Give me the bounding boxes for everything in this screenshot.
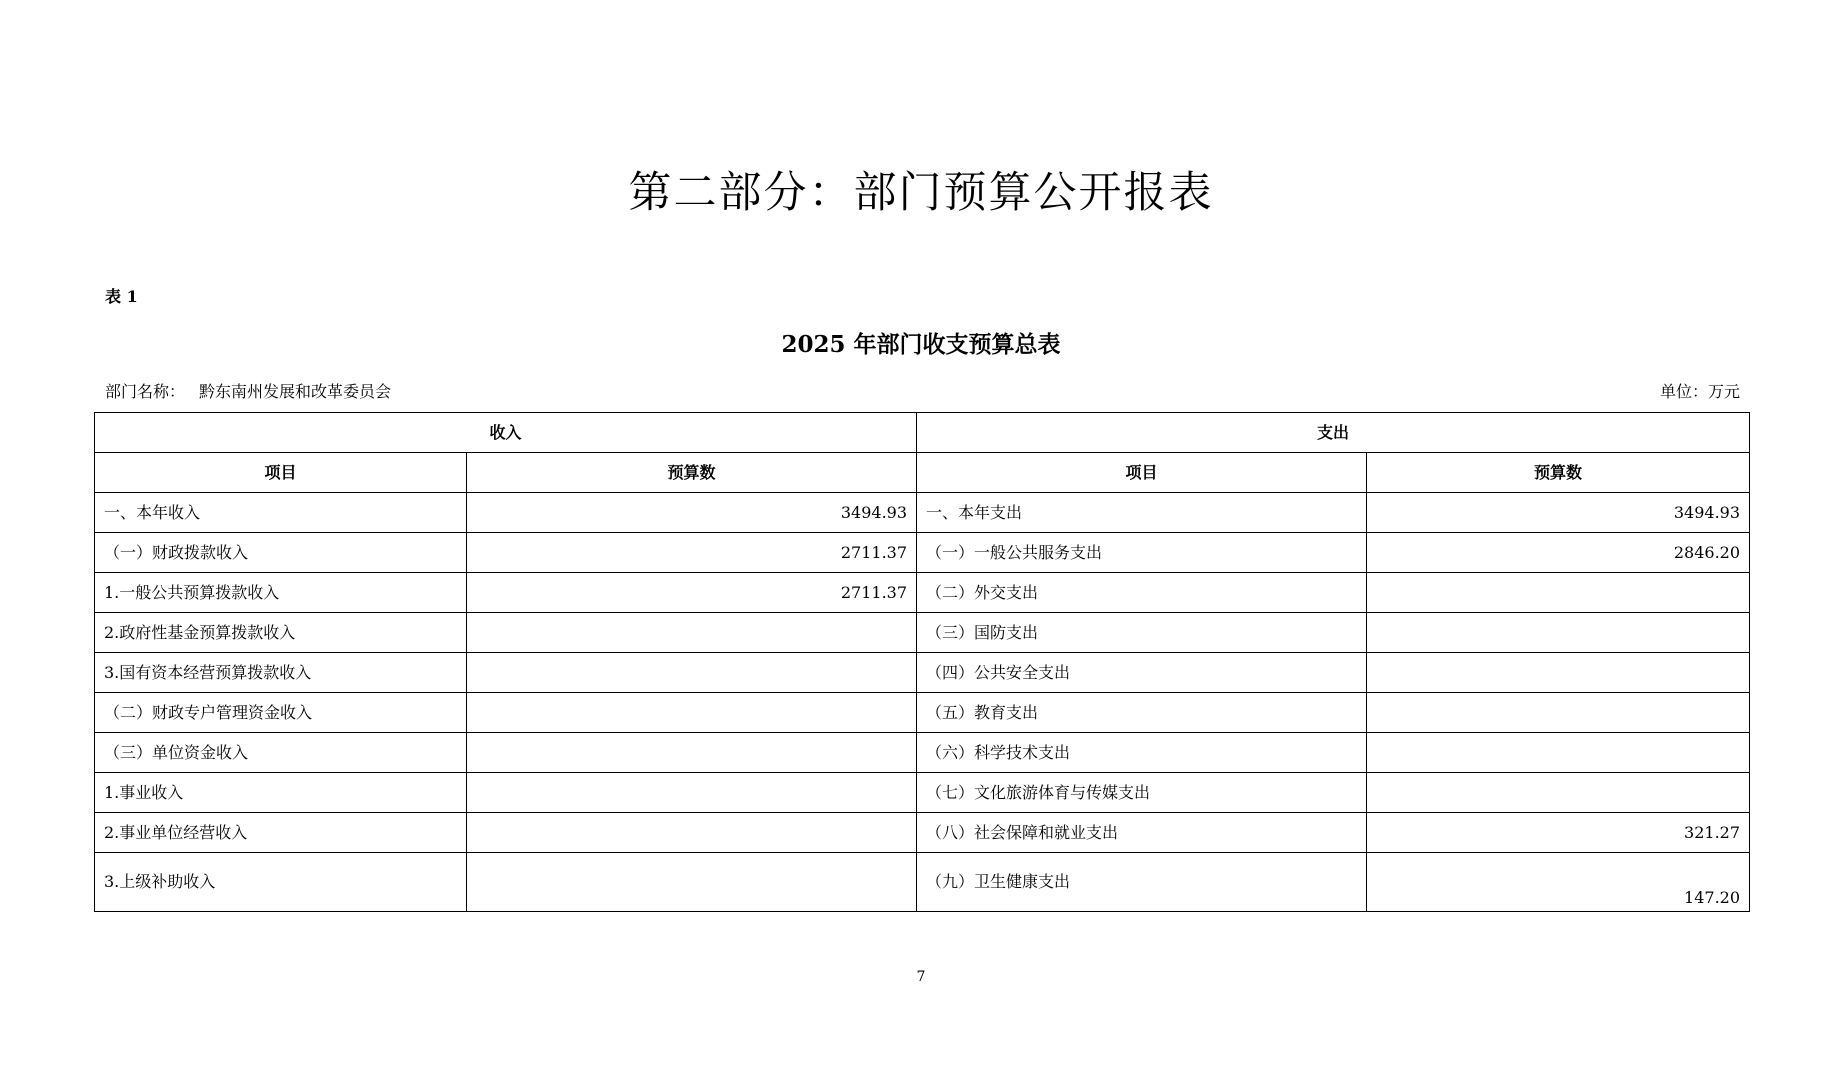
budget-table — [94, 412, 1750, 912]
table-title: 2025 年部门收支预算总表 — [781, 331, 1061, 358]
expense-amount: 2846.20 — [1367, 533, 1750, 573]
department-line — [105, 382, 391, 402]
expense-group-header: 支出 — [917, 413, 1750, 453]
income-item: 一、本年收入 — [95, 493, 467, 533]
expense-amount-header: 预算数 — [1367, 453, 1750, 493]
income-item-header: 项目 — [95, 453, 467, 493]
income-item: （二）财政专户管理资金收入 — [95, 693, 467, 733]
expense-amount: 321.27 — [1367, 813, 1750, 853]
expense-item: （四）公共安全支出 — [917, 653, 1367, 693]
income-amount: 2711.37 — [467, 573, 917, 613]
table-row — [95, 613, 1750, 653]
expense-amount — [1367, 693, 1750, 733]
income-amount — [467, 813, 917, 853]
income-amount: 3494.93 — [467, 493, 917, 533]
table-row — [95, 773, 1750, 813]
expense-item: （九）卫生健康支出 — [917, 853, 1367, 912]
income-amount — [467, 733, 917, 773]
expense-item: （七）文化旅游体育与传媒支出 — [917, 773, 1367, 813]
income-item: 1.事业收入 — [95, 773, 467, 813]
expense-amount — [1367, 653, 1750, 693]
income-amount: 2711.37 — [467, 533, 917, 573]
income-amount — [467, 613, 917, 653]
table-row — [95, 693, 1750, 733]
part-title: 第二部分：部门预算公开报表 — [628, 168, 1214, 218]
expense-amount — [1367, 773, 1750, 813]
expense-amount — [1367, 573, 1750, 613]
expense-item: （三）国防支出 — [917, 613, 1367, 653]
table-row — [95, 813, 1750, 853]
income-amount — [467, 693, 917, 733]
expense-amount: 3494.93 — [1367, 493, 1750, 533]
table-row — [95, 533, 1750, 573]
expense-item-header: 项目 — [917, 453, 1367, 493]
expense-item: （六）科学技术支出 — [917, 733, 1367, 773]
expense-item: （一）一般公共服务支出 — [917, 533, 1367, 573]
unit-label: 单位：万元 — [1659, 382, 1740, 401]
income-amount-header: 预算数 — [467, 453, 917, 493]
expense-item: 一、本年支出 — [917, 493, 1367, 533]
income-amount — [467, 653, 917, 693]
table-row — [95, 493, 1750, 533]
expense-item: （二）外交支出 — [917, 573, 1367, 613]
income-item: 2.政府性基金预算拨款收入 — [95, 613, 467, 653]
table-tag: 表 1 — [105, 287, 138, 306]
expense-item: （五）教育支出 — [917, 693, 1367, 733]
department-label: 部门名称： — [105, 382, 186, 401]
income-item: 3.上级补助收入 — [95, 853, 467, 912]
income-item: （一）财政拨款收入 — [95, 533, 467, 573]
table-row — [95, 653, 1750, 693]
expense-amount — [1367, 613, 1750, 653]
expense-amount: 147.20 — [1367, 853, 1750, 912]
expense-amount — [1367, 733, 1750, 773]
income-item: （三）单位资金收入 — [95, 733, 467, 773]
page-number: 7 — [916, 969, 926, 985]
table-row — [95, 853, 1750, 912]
income-item: 3.国有资本经营预算拨款收入 — [95, 653, 467, 693]
table-row — [95, 733, 1750, 773]
expense-item: （八）社会保障和就业支出 — [917, 813, 1367, 853]
table-row — [95, 573, 1750, 613]
income-amount — [467, 773, 917, 813]
income-item: 1.一般公共预算拨款收入 — [95, 573, 467, 613]
department-name: 黔东南州发展和改革委员会 — [199, 382, 392, 401]
income-item: 2.事业单位经营收入 — [95, 813, 467, 853]
income-amount — [467, 853, 917, 912]
income-group-header: 收入 — [95, 413, 917, 453]
